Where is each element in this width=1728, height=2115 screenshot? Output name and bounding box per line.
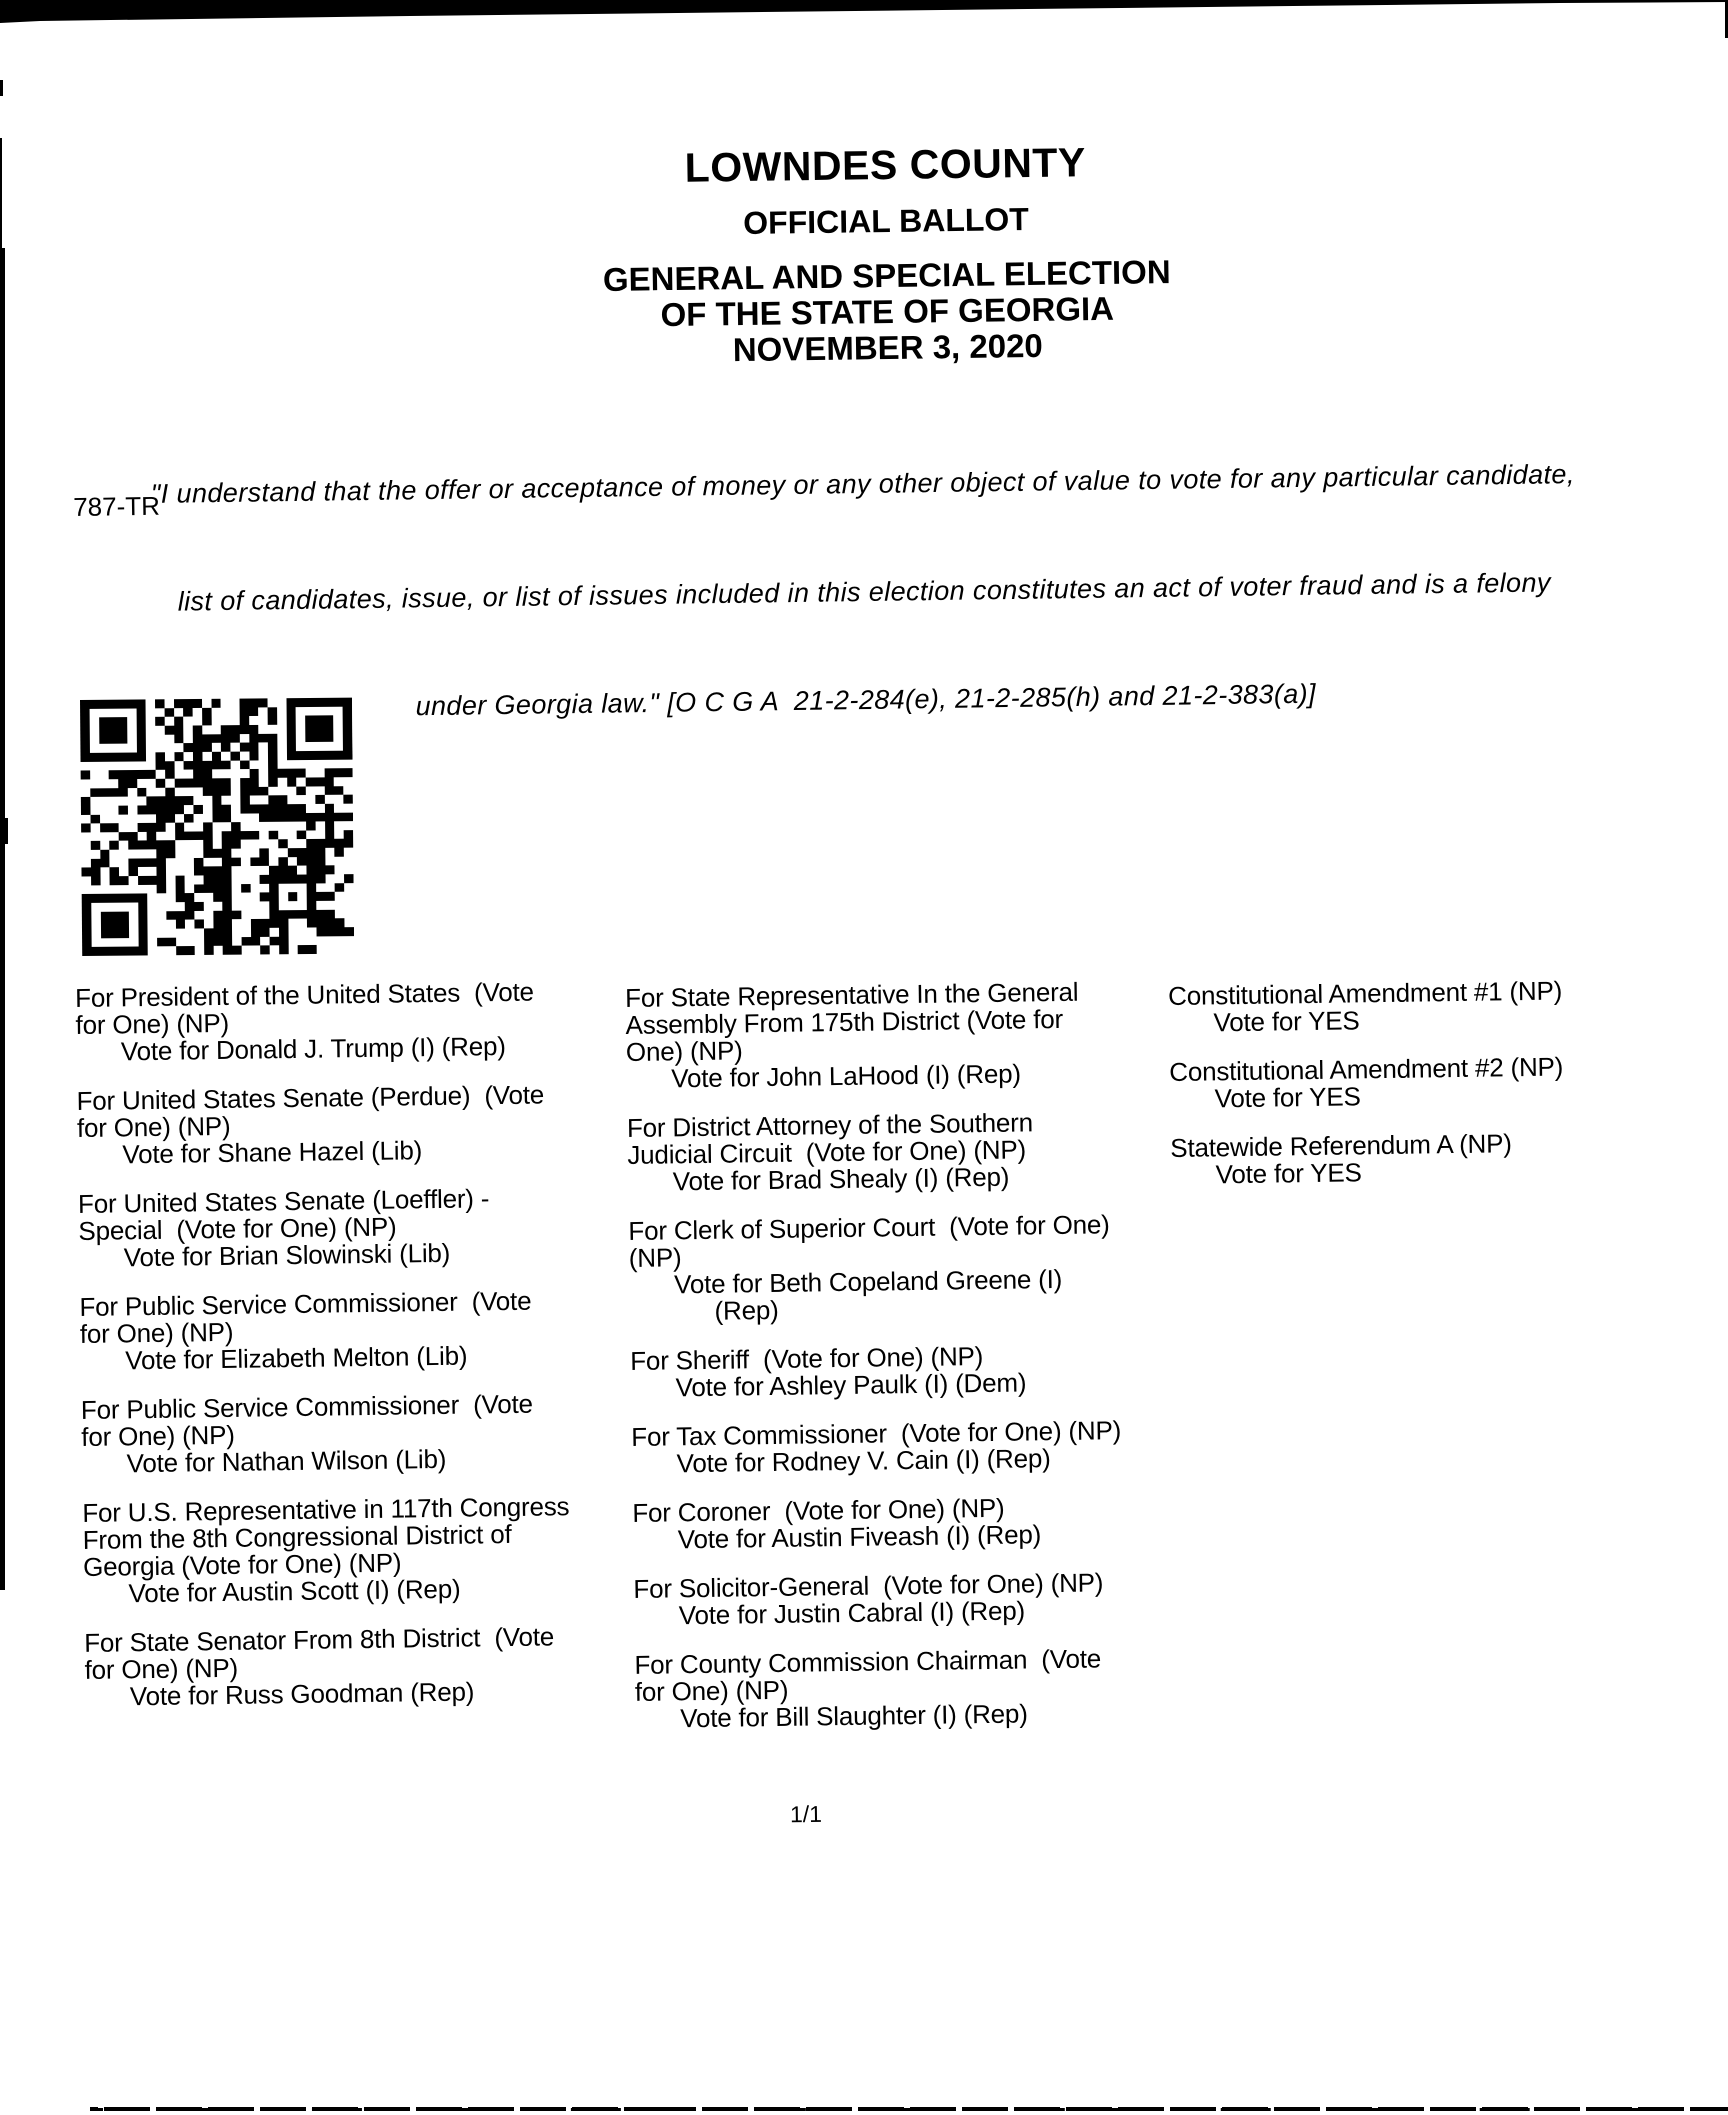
contest-title-line: Assembly From 175th District (Vote for — [625, 1003, 1064, 1040]
contest-title-line: For State Representative In the General — [624, 976, 1079, 1013]
ballot-column-2 — [625, 977, 1201, 1755]
contest-title-line: for One) (NP) — [76, 1110, 231, 1143]
contest — [627, 1107, 1193, 1196]
fraud-disclaimer-line: "I understand that the offer or acceptance of money or any other object of value to vote for any particular candidate, — [150, 459, 1575, 509]
contest-title-line: for One) (NP) — [81, 1419, 235, 1452]
vote-selection-line: (Rep) — [714, 1294, 779, 1326]
vote-selection-line: Vote for Bill Slaughter (I) (Rep) — [680, 1698, 1028, 1734]
scan-artifact-bottom-edge — [90, 2107, 1728, 2111]
contest — [631, 1416, 1197, 1478]
contest — [81, 1389, 647, 1478]
contest — [625, 977, 1191, 1093]
vote-selection-line: Vote for Justin Cabral (I) (Rep) — [678, 1595, 1026, 1631]
contest-title-line: For Public Service Commissioner (Vote — [79, 1285, 532, 1322]
contest-title-line: For United States Senate (Perdue) (Vote — [76, 1079, 545, 1116]
ballot-subtitle: OFFICIAL BALLOT — [742, 201, 1030, 241]
contest-title-line: For District Attorney of the Southern — [626, 1107, 1034, 1143]
ballot-header — [44, 132, 1728, 377]
vote-selection-line: Vote for Elizabeth Melton (Lib) — [125, 1340, 468, 1376]
contest-title-line: For State Senator From 8th District (Vote — [83, 1621, 555, 1658]
scan-artifact-left-bump — [0, 818, 8, 844]
qr-code — [80, 698, 354, 956]
contest-title-line: For Coroner (Vote for One) (NP) — [632, 1492, 1005, 1528]
contest — [1168, 976, 1669, 1037]
contest-title-line: For President of the United States (Vote — [74, 976, 534, 1013]
contest — [75, 977, 641, 1066]
fraud-disclaimer-line: list of candidates, issue, or list of issues included in this election constitutes an act of voter fraud and is a felony — [177, 567, 1552, 617]
vote-selection-line: Vote for Nathan Wilson (Lib) — [126, 1443, 447, 1479]
ballot-column-1 — [75, 977, 650, 1733]
contest-title-line: Constitutional Amendment #1 (NP) — [1167, 975, 1563, 1011]
contest — [630, 1340, 1196, 1402]
contest-title-line: Georgia (Vote for One) (NP) — [82, 1547, 402, 1582]
scan-artifact-left-edge-thin — [0, 138, 2, 250]
contest — [632, 1492, 1198, 1554]
vote-selection-line: Vote for Rodney V. Cain (I) (Rep) — [676, 1443, 1051, 1479]
vote-selection-line: Vote for YES — [1215, 1157, 1362, 1190]
vote-selection-line: Vote for Russ Goodman (Rep) — [129, 1676, 475, 1712]
vote-selection-line: Vote for John LaHood (I) (Rep) — [671, 1058, 1022, 1094]
contest — [634, 1644, 1200, 1733]
contest — [79, 1286, 645, 1375]
contest-title-line: One) (NP) — [625, 1035, 743, 1067]
vote-selection-line: Vote for Brad Shealy (I) (Rep) — [672, 1161, 1010, 1197]
vote-selection-line: Vote for Donald J. Trump (I) (Rep) — [120, 1030, 506, 1067]
contest — [1169, 1052, 1670, 1113]
contest-title-line: Special (Vote for One) (NP) — [78, 1211, 397, 1246]
contest-title-line: for One) (NP) — [84, 1652, 239, 1685]
contest-title-line: Judicial Circuit (Vote for One) (NP) — [627, 1134, 1027, 1170]
contest — [82, 1492, 648, 1608]
vote-selection-line: Vote for Shane Hazel (Lib) — [122, 1135, 423, 1170]
contest-title-line: For Solicitor-General (Vote for One) (NP) — [633, 1567, 1104, 1604]
election-title-line: OF THE STATE OF GEORGIA — [660, 289, 1115, 334]
ballot-column-3 — [1168, 976, 1671, 1211]
page-title: LOWNDES COUNTY — [684, 139, 1087, 191]
vote-selection-line: Vote for YES — [1213, 1005, 1360, 1038]
election-title-line: GENERAL AND SPECIAL ELECTION — [602, 253, 1171, 298]
contest-title-line: For U.S. Representative in 117th Congress — [82, 1491, 570, 1528]
vote-selection-line: Vote for Beth Copeland Greene (I) — [673, 1263, 1063, 1300]
election-title-line: NOVEMBER 3, 2020 — [732, 326, 1044, 369]
contest-title-line: For Public Service Commissioner (Vote — [80, 1388, 533, 1425]
scan-artifact-left-tick — [0, 80, 3, 96]
contest-title-line: For United States Senate (Loeffler) - — [77, 1183, 490, 1219]
contest — [1170, 1128, 1671, 1189]
contest-title-line: for One) (NP) — [75, 1007, 230, 1040]
contest — [78, 1183, 644, 1272]
contest-title-line: Constitutional Amendment #2 (NP) — [1169, 1051, 1564, 1087]
fraud-disclaimer-line: under Georgia law." [O C G A 21-2-284(e), 21-2-285(h) and 21-2-383(a)] — [415, 678, 1317, 722]
vote-selection-line: Vote for Brian Slowinski (Lib) — [123, 1237, 451, 1273]
vote-selection-line: Vote for Austin Scott (I) (Rep) — [128, 1573, 461, 1609]
contest-title-line: for One) (NP) — [634, 1674, 789, 1707]
vote-selection-line: Vote for Austin Fiveash (I) (Rep) — [677, 1519, 1042, 1555]
scan-artifact-top-edge — [0, 0, 1728, 26]
contest — [76, 1080, 642, 1169]
page-number: 1/1 — [789, 1800, 823, 1828]
contest-title-line: For Sheriff (Vote for One) (NP) — [630, 1341, 984, 1376]
contest-title-line: Statewide Referendum A (NP) — [1170, 1128, 1512, 1163]
contest — [84, 1622, 650, 1711]
ballot-style-code: 787-TR — [73, 490, 161, 522]
vote-selection-line: Vote for Ashley Paulk (I) (Dem) — [675, 1367, 1027, 1403]
contest-title-line: For County Commission Chairman (Vote — [634, 1643, 1102, 1680]
contest — [628, 1210, 1194, 1326]
contest-title-line: From the 8th Congressional District of — [82, 1518, 512, 1555]
contest-title-line: (NP) — [628, 1242, 682, 1273]
contest-title-line: For Clerk of Superior Court (Vote for One) — [628, 1209, 1110, 1246]
scan-artifact-left-edge — [0, 248, 5, 1590]
vote-selection-line: Vote for YES — [1214, 1081, 1361, 1114]
contest-title-line: for One) (NP) — [79, 1316, 234, 1349]
contest — [633, 1568, 1199, 1630]
contest-title-line: For Tax Commissioner (Vote for One) (NP) — [631, 1415, 1122, 1452]
